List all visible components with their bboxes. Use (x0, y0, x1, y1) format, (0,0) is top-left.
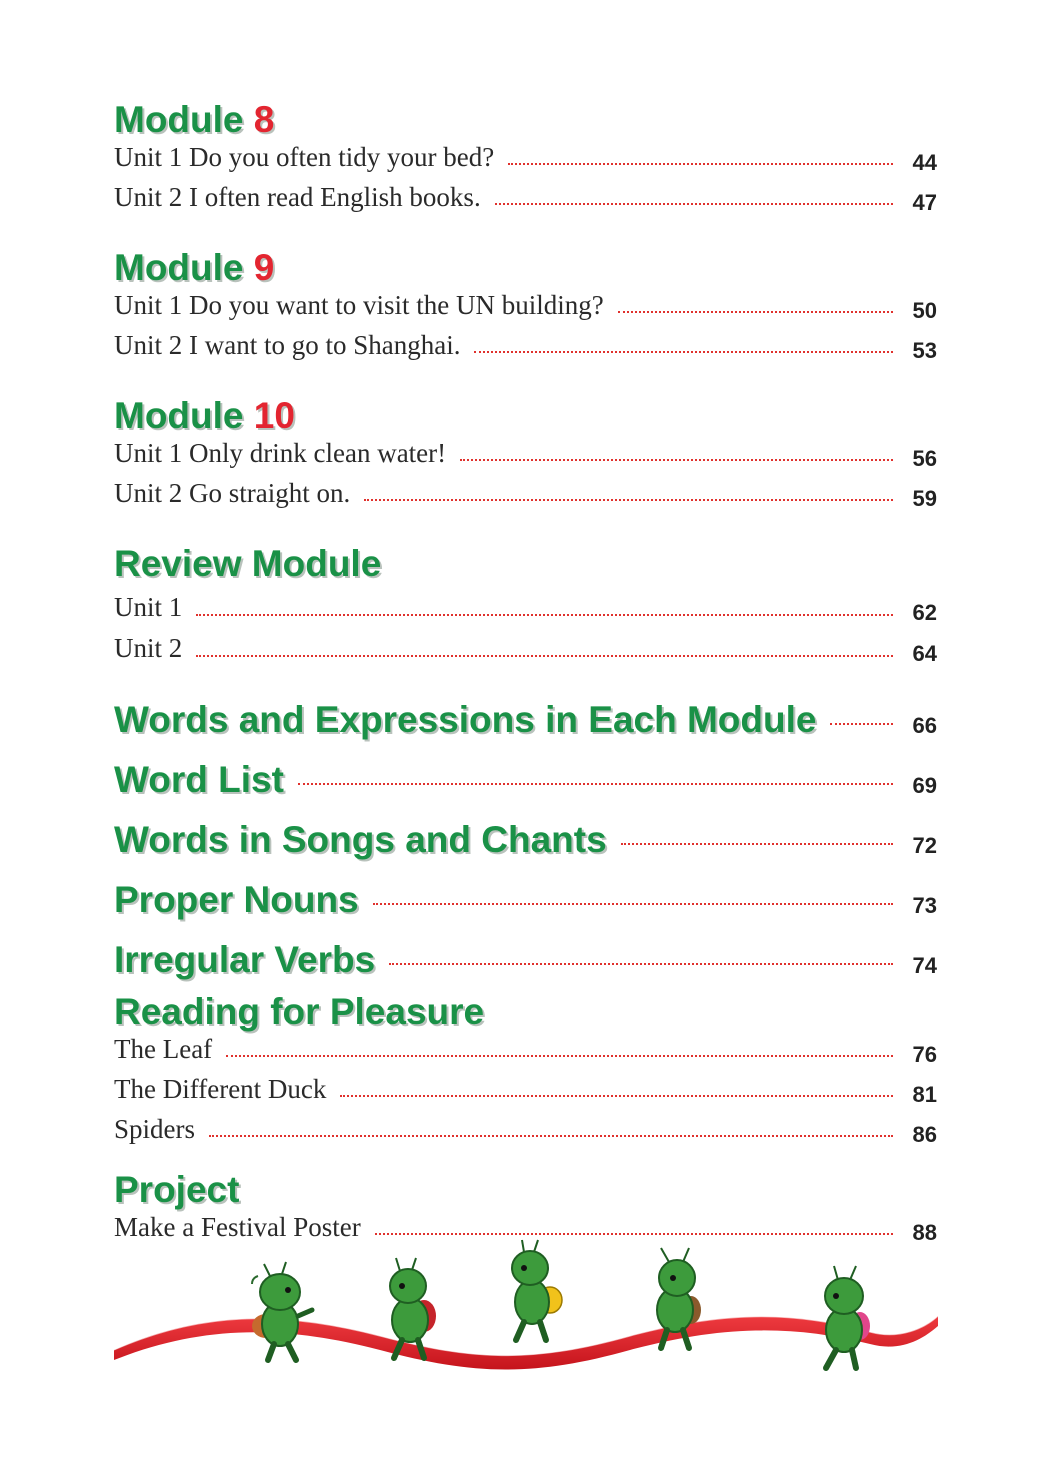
module-heading (114, 246, 937, 290)
table-of-contents (114, 98, 937, 1252)
footer-illustration (110, 1232, 940, 1382)
toc-entry[interactable] (114, 1114, 937, 1154)
toc-heading-label: Proper Nouns (114, 879, 359, 920)
toc-entry[interactable] (114, 1034, 937, 1074)
toc-heading-label: Word List (114, 759, 284, 800)
toc-heading-entry[interactable] (114, 810, 937, 870)
toc-page-number: 86 (912, 1122, 937, 1147)
module-10-section (114, 394, 937, 518)
module-9-section (114, 246, 937, 370)
reading-for-pleasure-section (114, 990, 937, 1154)
toc-entry-label: The Leaf (114, 1034, 213, 1064)
module-number: 9 (253, 247, 275, 288)
toc-page-number: 64 (912, 641, 937, 666)
toc-entry[interactable] (114, 438, 937, 478)
module-number: 8 (253, 99, 275, 140)
toc-page-number: 81 (912, 1082, 937, 1107)
toc-page-number: 50 (912, 298, 937, 323)
review-module-heading: Review Module (114, 543, 382, 584)
toc-entry-label: Spiders (114, 1114, 195, 1144)
toc-page-number: 44 (912, 150, 937, 175)
toc-entry-label: Unit 2 (114, 633, 183, 663)
leader-dots (508, 163, 893, 165)
leader-dots (364, 499, 893, 501)
cartoon-alien-icon (512, 1240, 562, 1340)
toc-page-number: 62 (912, 600, 937, 625)
reading-heading: Reading for Pleasure (114, 991, 485, 1032)
toc-entry-label: Unit 2 I want to go to Shanghai. (114, 330, 461, 360)
toc-page-number: 73 (912, 893, 937, 918)
toc-heading-label: Words and Expressions in Each Module (114, 699, 817, 740)
toc-page-number: 74 (912, 953, 937, 978)
toc-entry[interactable] (114, 142, 937, 182)
module-number: 10 (253, 395, 295, 436)
toc-page-number: 76 (912, 1042, 937, 1067)
module-heading-text: Module (114, 395, 254, 436)
leader-dots (196, 655, 893, 657)
leader-dots (373, 903, 893, 905)
cartoon-alien-icon (825, 1266, 870, 1368)
module-heading-text: Module (114, 247, 254, 288)
toc-entry[interactable] (114, 633, 937, 674)
toc-heading-entry[interactable] (114, 930, 937, 990)
toc-entry-label: Unit 1 Do you want to visit the UN building? (114, 290, 604, 320)
cartoon-alien-icon (252, 1262, 312, 1360)
project-heading: Project (114, 1169, 240, 1210)
module-heading (114, 98, 937, 142)
module-8-section (114, 98, 937, 222)
module-heading-text: Module (114, 99, 254, 140)
leader-dots (495, 203, 893, 205)
leader-dots (618, 311, 893, 313)
toc-page-number: 56 (912, 446, 937, 471)
leader-dots (460, 459, 893, 461)
leader-dots (621, 843, 893, 845)
toc-entry[interactable] (114, 182, 937, 222)
toc-page-number: 88 (912, 1220, 937, 1245)
toc-entry-label: Unit 1 Only drink clean water! (114, 438, 447, 468)
toc-entry[interactable] (114, 478, 937, 518)
toc-entry-label: Unit 1 (114, 592, 183, 622)
toc-page-number: 53 (912, 338, 937, 363)
toc-entry[interactable] (114, 290, 937, 330)
toc-heading-label: Irregular Verbs (114, 939, 376, 980)
leader-dots (226, 1055, 893, 1057)
leader-dots (474, 351, 893, 353)
toc-entry-label: Unit 1 Do you often tidy your bed? (114, 142, 495, 172)
toc-page-number: 59 (912, 486, 937, 511)
toc-entry-label: Make a Festival Poster (114, 1212, 361, 1242)
toc-page-number: 47 (912, 190, 937, 215)
leader-dots (340, 1095, 893, 1097)
toc-heading-label: Words in Songs and Chants (114, 819, 607, 860)
toc-page-number: 66 (912, 713, 937, 738)
leader-dots (389, 963, 893, 965)
leader-dots (196, 614, 893, 616)
toc-page-number: 72 (912, 833, 937, 858)
toc-page-number: 69 (912, 773, 937, 798)
leader-dots (298, 783, 893, 785)
toc-entry[interactable] (114, 1074, 937, 1114)
leader-dots (830, 723, 893, 725)
toc-entry[interactable] (114, 330, 937, 370)
review-module-section (114, 542, 937, 674)
toc-entry-label: Unit 2 Go straight on. (114, 478, 351, 508)
toc-entry-label: The Different Duck (114, 1074, 327, 1104)
toc-entry[interactable] (114, 592, 937, 633)
toc-heading-entry[interactable] (114, 750, 937, 810)
leader-dots (209, 1135, 893, 1137)
toc-heading-entry[interactable] (114, 690, 937, 750)
toc-heading-entry[interactable] (114, 870, 937, 930)
toc-entry-label: Unit 2 I often read English books. (114, 182, 481, 212)
module-heading (114, 394, 937, 438)
